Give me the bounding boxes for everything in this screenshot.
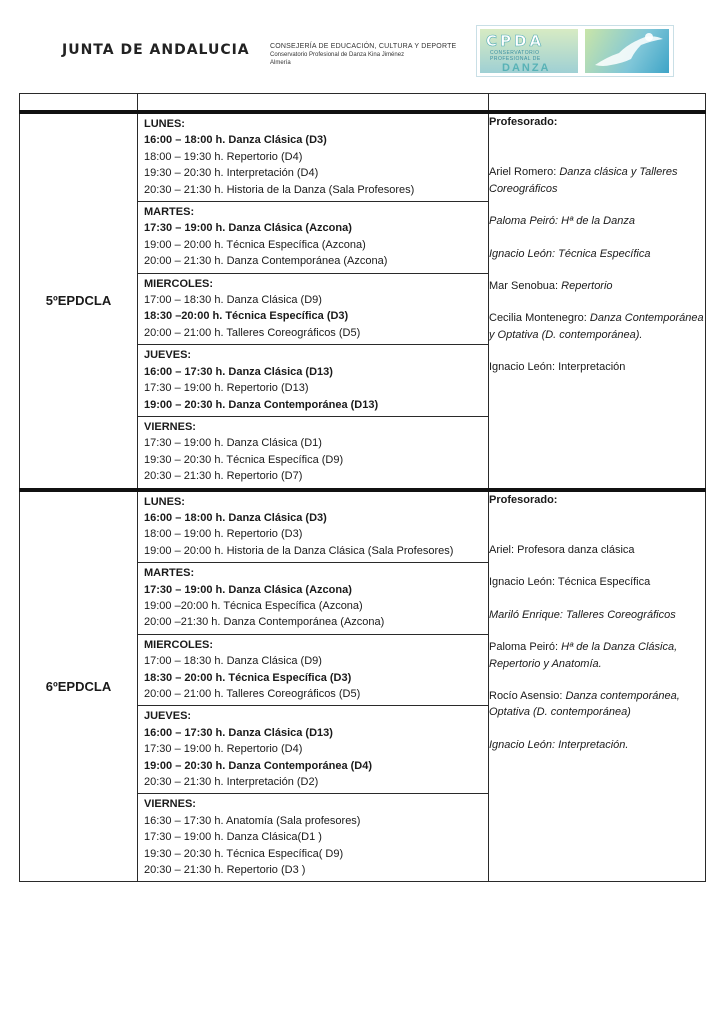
schedule-line: 20:00 – 21:00 h. Talleres Coreográficos (D5) <box>144 326 361 339</box>
teacher-entry <box>489 278 705 294</box>
schedule-line: 20:30 – 21:30 h. Repertorio (D7) <box>144 470 303 483</box>
teacher-subject: Danza contemporánea, Optativa (D. contemporánea) <box>489 689 680 719</box>
course-row-6 <box>20 490 706 882</box>
day-block <box>138 635 488 707</box>
teacher-entry <box>489 639 705 672</box>
schedule-line: 16:00 – 17:30 h. Danza Clásica (D13) <box>144 365 333 378</box>
schedule-line: 17:30 – 19:00 h. Danza Clásica(D1 ) <box>144 831 322 844</box>
schedule-line: 18:30 –20:00 h. Técnica Específica (D3) <box>144 310 349 323</box>
schedule-line: 20:00 – 21:30 h. Danza Contemporánea (Azcona) <box>144 255 388 268</box>
teacher-name: Ignacio León <box>489 247 552 260</box>
teacher-name: Paloma Peiró <box>489 215 556 228</box>
teacher-name: Ariel Romero <box>489 166 554 179</box>
teacher-separator: : <box>552 361 559 374</box>
consejeria-text: CONSEJERÍA DE EDUCACIÓN, CULTURA Y DEPORTE <box>270 43 457 50</box>
teacher-name: Ariel <box>489 543 512 556</box>
teacher-entry <box>489 542 705 558</box>
course-name: 5ºEPDCLA <box>20 112 138 490</box>
course-row-5 <box>20 112 706 490</box>
teacher-separator: : <box>511 543 518 556</box>
teacher-subject: Profesora danza clásica <box>517 543 635 556</box>
teachers-title: Profesorado: <box>489 493 558 506</box>
logo-line2: PROFESIONAL DE <box>490 56 541 62</box>
header-cell <box>20 94 138 113</box>
teacher-separator: : <box>555 280 562 293</box>
day-name: VIERNES: <box>144 798 196 811</box>
schedule-line: 20:30 – 21:30 h. Interpretación (D2) <box>144 776 319 789</box>
day-block <box>138 563 488 635</box>
teacher-subject: Hª de la Danza <box>561 215 635 228</box>
schedule-days <box>138 490 489 882</box>
teacher-name: Ignacio León <box>489 576 552 589</box>
teacher-subject: Danza Contemporánea y Optativa (D. contemporánea). <box>489 312 704 341</box>
day-block <box>138 114 488 202</box>
cpda-logo <box>476 25 674 77</box>
day-name: LUNES: <box>144 495 185 508</box>
teacher-subject: Repertorio <box>561 280 613 293</box>
schedule-line: 19:30 – 20:30 h. Técnica Específica( D9) <box>144 847 344 860</box>
teacher-subject: Técnica Específica <box>557 576 651 589</box>
schedule-line: 19:30 – 20:30 h. Técnica Específica (D9) <box>144 453 344 466</box>
junta-title: JUNTA DE ANDALUCIA <box>62 42 250 58</box>
schedule-line: 19:00 –20:00 h. Técnica Específica (Azcona) <box>144 599 363 612</box>
day-block <box>138 345 488 417</box>
schedule-line: 17:30 – 19:00 h. Repertorio (D4) <box>144 743 303 756</box>
day-block <box>138 202 488 274</box>
schedule-line: 16:00 – 18:00 h. Danza Clásica (D3) <box>144 134 327 147</box>
schedule-line: 18:00 – 19:00 h. Repertorio (D3) <box>144 528 303 541</box>
day-name: MARTES: <box>144 567 195 580</box>
schedule-line: 17:30 – 19:00 h. Danza Clásica (D1) <box>144 437 322 450</box>
schedule-line: 19:00 – 20:00 h. Técnica Específica (Azcona) <box>144 238 366 251</box>
schedule-line: 20:30 – 21:30 h. Historia de la Danza (Sala Profesores) <box>144 183 415 196</box>
teacher-name: Cecilia Montenegro <box>489 312 584 325</box>
day-name: JUEVES: <box>144 349 192 362</box>
day-block <box>138 492 488 564</box>
logo-acronym: CPDA <box>486 32 545 50</box>
page-header <box>0 0 724 88</box>
header-cell <box>489 94 706 113</box>
day-name: MIERCOLES: <box>144 638 214 651</box>
teacher-separator: : <box>555 641 562 654</box>
dancer-icon <box>585 29 669 73</box>
teacher-entry <box>489 574 705 590</box>
conservatorio-text: Conservatorio Profesional de Danza Kina Jiménez <box>270 52 405 58</box>
teacher-entry <box>489 246 705 262</box>
schedule-line: 19:00 – 20:30 h. Danza Contemporánea (D13) <box>144 398 379 411</box>
teacher-separator: : <box>552 738 559 751</box>
teacher-entry <box>489 310 705 343</box>
logo-danza: DANZA <box>502 62 551 74</box>
teacher-separator: : <box>583 312 590 325</box>
day-block <box>138 274 488 346</box>
teacher-separator: : <box>559 608 567 621</box>
teacher-separator: : <box>552 247 559 260</box>
schedule-line: 17:30 – 19:00 h. Danza Clásica (Azcona) <box>144 222 352 235</box>
header-cell <box>138 94 489 113</box>
teachers-cell <box>489 490 706 882</box>
schedule-line: 17:00 – 18:30 h. Danza Clásica (D9) <box>144 294 322 307</box>
schedule-line: 16:30 – 17:30 h. Anatomía (Sala profesores) <box>144 814 361 827</box>
teacher-subject: Talleres Coreográficos <box>566 608 676 621</box>
day-name: LUNES: <box>144 118 185 130</box>
teacher-separator: : <box>553 166 560 179</box>
teacher-name: Ignacio León <box>489 738 552 751</box>
schedule-line: 17:30 – 19:00 h. Repertorio (D13) <box>144 382 309 395</box>
day-block <box>138 794 488 881</box>
day-name: JUEVES: <box>144 710 192 723</box>
teacher-name: Paloma Peiró <box>489 641 556 654</box>
teacher-name: Rocío Asensio <box>489 689 560 702</box>
teacher-subject: Interpretación. <box>558 738 629 751</box>
schedule-line: 19:30 – 20:30 h. Interpretación (D4) <box>144 167 319 180</box>
day-block <box>138 417 488 488</box>
teacher-name: Mar Senobua <box>489 280 556 293</box>
teacher-separator: : <box>555 215 562 228</box>
teachers-cell <box>489 112 706 490</box>
logo-text-panel <box>480 29 578 73</box>
schedule-table <box>19 93 706 882</box>
header-row <box>20 94 706 113</box>
day-name: MIERCOLES: <box>144 277 214 290</box>
schedule-line: 20:30 – 21:30 h. Repertorio (D3 ) <box>144 864 306 877</box>
schedule-line: 17:30 – 19:00 h. Danza Clásica (Azcona) <box>144 583 352 596</box>
teacher-separator: : <box>559 689 566 702</box>
teacher-name: Ignacio León <box>489 361 552 374</box>
schedule-line: 16:00 – 17:30 h. Danza Clásica (D13) <box>144 726 333 739</box>
teacher-entry <box>489 213 705 229</box>
course-name: 6ºEPDCLA <box>20 490 138 882</box>
teacher-separator: : <box>552 576 558 589</box>
teacher-entry <box>489 359 705 375</box>
teacher-entry <box>489 737 705 753</box>
teacher-subject: Técnica Específica <box>558 247 651 260</box>
city-text: Almería <box>270 60 291 66</box>
schedule-line: 20:00 – 21:00 h. Talleres Coreográficos (D5) <box>144 688 361 700</box>
teacher-subject: Interpretación <box>558 361 626 374</box>
logo-line1: CONSERVATORIO <box>490 50 540 56</box>
institution-block <box>270 43 456 67</box>
schedule-line: 18:30 – 20:00 h. Técnica Específica (D3) <box>144 671 352 684</box>
teachers-title: Profesorado: <box>489 116 558 128</box>
schedule-line: 17:00 – 18:30 h. Danza Clásica (D9) <box>144 655 322 668</box>
teacher-subject: Hª de la Danza Clásica, Repertorio y Anatomía. <box>489 641 678 670</box>
day-name: MARTES: <box>144 206 195 219</box>
teacher-entry <box>489 688 705 721</box>
day-block <box>138 706 488 794</box>
teacher-entry <box>489 164 705 197</box>
schedule-line: 19:00 – 20:30 h. Danza Contemporánea (D4) <box>144 759 373 772</box>
teacher-name: Mariló Enrique <box>489 608 560 621</box>
schedule-line: 19:00 – 20:00 h. Historia de la Danza Clásica (Sala Profesores) <box>144 544 454 557</box>
day-name: VIERNES: <box>144 420 196 433</box>
teacher-entry <box>489 607 705 623</box>
teacher-subject: Danza clásica y Talleres Coreográficos <box>489 166 678 195</box>
schedule-line: 20:00 –21:30 h. Danza Contemporánea (Azcona) <box>144 616 385 629</box>
logo-subtitle <box>490 50 541 62</box>
schedule-days <box>138 112 489 490</box>
schedule-line: 16:00 – 18:00 h. Danza Clásica (D3) <box>144 511 327 524</box>
schedule-line: 18:00 – 19:30 h. Repertorio (D4) <box>144 150 303 163</box>
